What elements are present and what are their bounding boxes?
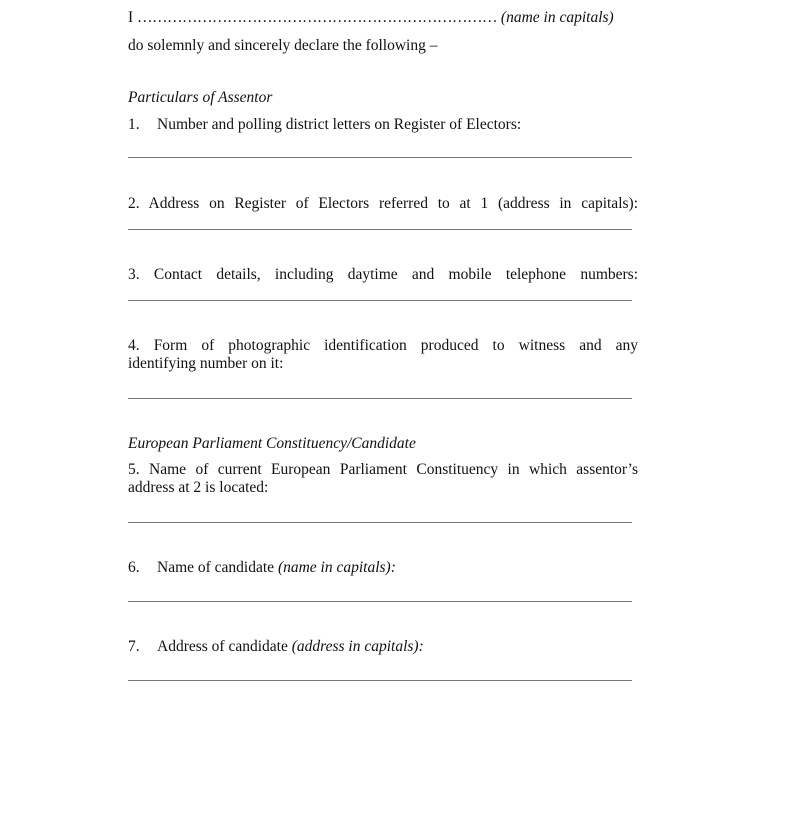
item-4 (128, 337, 638, 373)
item-text: Address of candidate (157, 638, 288, 655)
item-text: Number and polling district letters on Register of Electors: (157, 116, 522, 133)
declaration-line (128, 9, 614, 27)
answer-line-3[interactable] (128, 300, 632, 301)
item-number: 2. (128, 195, 140, 212)
item-hint: (name in capitals): (277, 559, 396, 576)
answer-line-6[interactable] (128, 601, 632, 602)
item-text-line1 (128, 461, 638, 479)
section-heading-constituency: European Parliament Constituency/Candidate (128, 435, 416, 452)
item-number: 4. (128, 337, 140, 354)
item-1 (128, 116, 521, 134)
name-hint: (name in capitals) (500, 9, 614, 26)
item-text: Name of candidate (157, 559, 275, 576)
answer-line-7[interactable] (128, 680, 632, 681)
item-text: Address on Register of Electors referred to at 1 (address in capitals): (148, 195, 638, 212)
item-number: 1. (128, 116, 140, 133)
answer-line-1[interactable] (128, 157, 632, 158)
item-5 (128, 461, 638, 497)
item-6 (128, 559, 396, 577)
item-text: Form of photographic identification produced to witness and any (153, 337, 638, 354)
declaration-statement: do solemnly and sincerely declare the following – (128, 37, 438, 54)
item-number: 7. (128, 638, 140, 655)
item-number: 6. (128, 559, 140, 576)
answer-line-4[interactable] (128, 398, 632, 399)
item-hint: (address in capitals): (291, 638, 424, 655)
item-2 (128, 195, 638, 213)
item-text: Name of current European Parliament Constituency in which assentor’s (149, 461, 638, 478)
item-3 (128, 266, 638, 284)
item-text: Contact details, including daytime and mobile telephone numbers: (153, 266, 639, 283)
item-text-line2: address at 2 is located: (128, 479, 269, 496)
declaration-prefix: I (128, 9, 134, 26)
name-entry-dots[interactable]: ……………………………………………………………… (137, 9, 498, 26)
section-heading-assentor: Particulars of Assentor (128, 89, 273, 106)
item-text-line1 (128, 337, 638, 355)
answer-line-2[interactable] (128, 229, 632, 230)
item-text-line2: identifying number on it: (128, 355, 284, 372)
item-number: 3. (128, 266, 140, 283)
answer-line-5[interactable] (128, 522, 632, 523)
item-number: 5. (128, 461, 140, 478)
item-7 (128, 638, 424, 656)
